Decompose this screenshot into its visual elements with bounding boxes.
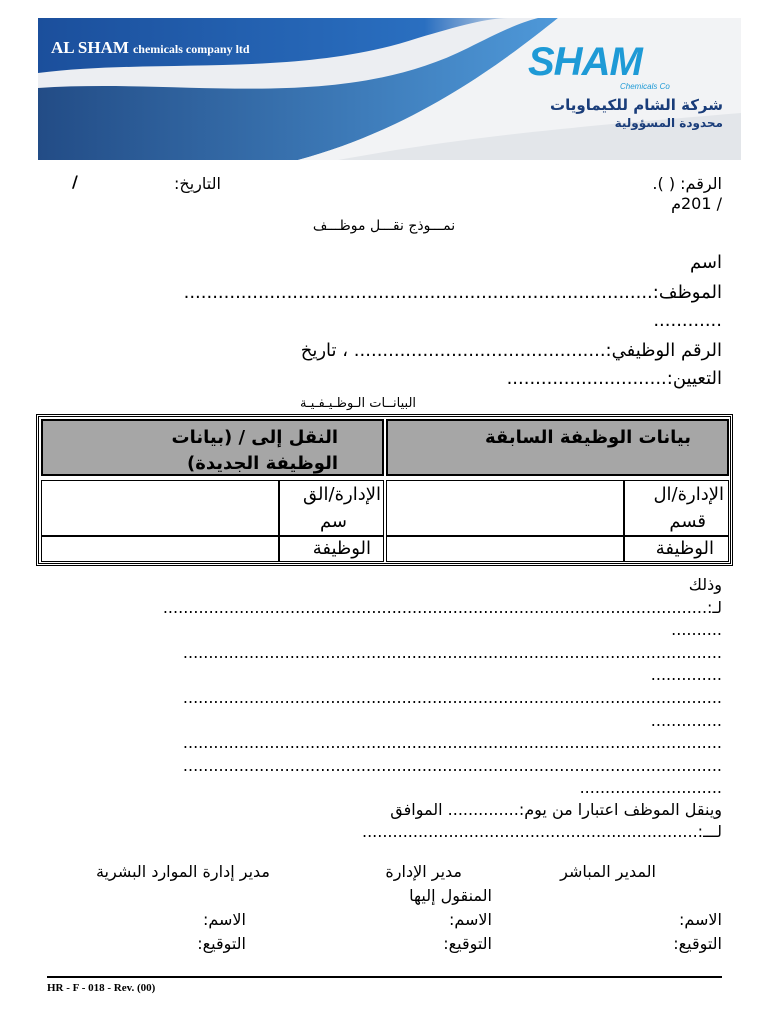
employee-name-label: اسم [689, 252, 722, 273]
direct-manager-signature-label: التوقيع: [673, 934, 722, 953]
dept-manager-name-label: الاسم: [448, 910, 492, 929]
logo-arabic-name: شركة الشام للكيماويات [550, 96, 723, 114]
reason-line: .......................................................................................................... [182, 755, 722, 775]
number-field: الرقم: ( ). [652, 174, 722, 193]
section-title: البيانــات الـوظـيـفـيـة [300, 396, 417, 411]
logo-subtitle: Chemicals Co [620, 82, 670, 91]
new-dept-label [303, 481, 381, 535]
direct-manager-title: المدير المباشر [560, 862, 656, 881]
employee-name-field: الموظف:.................................................................................. [183, 282, 722, 303]
header-banner [38, 18, 741, 160]
company-name-en [51, 38, 250, 58]
date-slash: / [72, 172, 78, 191]
dept-manager-signature-label: التوقيع: [443, 934, 492, 953]
previous-dept-label-cell [624, 480, 729, 536]
new-job-value-cell[interactable] [41, 536, 279, 562]
job-number-field: الرقم الوظيفي:............................................ ، تاريخ [300, 340, 722, 361]
employee-name-continuation: ............ [653, 310, 722, 331]
company-name-big: AL SHAM [51, 38, 129, 57]
direct-manager-name-label: الاسم: [678, 910, 722, 929]
dept-manager-subtitle: المنقول إليها [409, 886, 492, 905]
effective-date-line: وينقل الموظف اعتبارا من يوم:.............. الموافق [390, 800, 722, 819]
new-job-label: الوظيفة [312, 538, 371, 559]
new-job-header-text [171, 425, 338, 477]
date-label: التاريخ: [174, 174, 221, 193]
new-dept-label-line1: الإدارة/الق [303, 484, 381, 505]
new-job-header-line1: النقل إلى / (بيانات [171, 427, 338, 448]
previous-dept-label [653, 481, 724, 535]
previous-job-label-cell [624, 536, 729, 562]
effective-date-hijri-line: لـــ:.................................................................. [362, 822, 722, 841]
reason-line: .......... [671, 620, 722, 640]
footer-divider [47, 976, 722, 978]
form-title: نمـــوذج نقـــل موظـــف [312, 218, 456, 234]
logo-arabic-subtitle: محدودة المسؤولية [614, 116, 723, 130]
new-dept-label-cell [279, 480, 384, 536]
reason-line: .......................................................................................................... [182, 642, 722, 662]
new-dept-label-line2: سم [319, 511, 347, 532]
previous-dept-label-line1: الإدارة/ال [653, 484, 724, 505]
previous-job-header [386, 419, 729, 476]
reason-line: .............. [650, 710, 722, 730]
new-job-label-cell [279, 536, 384, 562]
logo-wordmark: SHAM [528, 40, 642, 84]
previous-dept-label-line2: قسم [669, 511, 706, 532]
job-data-table [36, 414, 733, 566]
hr-manager-name-label: الاسم: [202, 910, 246, 929]
new-job-header [41, 419, 384, 476]
previous-job-header-text: بيانات الوظيفة السابقة [484, 427, 691, 448]
new-dept-value-cell[interactable] [41, 480, 279, 536]
appointment-date-field: التعيين:............................ [506, 368, 722, 389]
previous-dept-value-cell[interactable] [386, 480, 624, 536]
reason-line: وذلك [688, 575, 722, 594]
dept-manager-title: مدير الإدارة [385, 862, 462, 881]
reason-block [42, 574, 722, 800]
reason-line: .......................................................................................................... [182, 687, 722, 707]
reason-line: لـ:........................................................................................................... [162, 597, 722, 617]
reason-line: .............. [650, 665, 722, 685]
new-job-header-line2: الوظيفة الجديدة) [187, 453, 338, 474]
previous-job-label: الوظيفة [655, 538, 714, 559]
company-name-small: chemicals company ltd [132, 42, 250, 56]
hr-manager-signature-label: التوقيع: [197, 934, 246, 953]
hr-manager-title: مدير إدارة الموارد البشرية [95, 862, 270, 881]
date-year-line: / 201م [671, 194, 722, 213]
previous-job-value-cell[interactable] [386, 536, 624, 562]
form-code: HR - F - 018 - Rev. (00) [47, 982, 156, 994]
reason-line: ............................ [579, 778, 722, 798]
reason-line: .......................................................................................................... [182, 733, 722, 753]
